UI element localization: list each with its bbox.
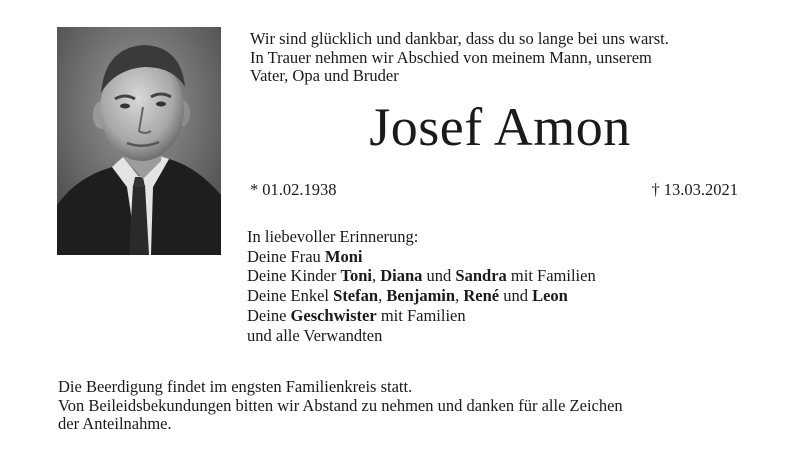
mourner-text: und alle Verwandten [247,325,383,345]
birth-date-row [250,180,337,200]
mourner-name: Toni [340,266,372,286]
mourner-name: Moni [324,246,363,266]
mourner-name: Leon [532,286,568,306]
death-date: 13.03.2021 [663,180,738,199]
intro-line: In Trauer nehmen wir Abschied von meinem Mann, unserem [250,47,652,67]
mourner-text: und [422,266,456,286]
mourner-name: Diana [380,266,423,286]
mourner-text: , [455,286,464,306]
mourner-text: , [371,266,381,286]
intro-text [250,30,750,86]
mourner-text: , [378,286,387,306]
intro-line: Vater, Opa und Bruder [250,66,399,85]
mourner-line [247,266,747,286]
mourner-text: mit Familien [506,266,596,286]
mourner-name: Benjamin [386,286,456,306]
mourner-text: Deine Enkel [247,286,334,306]
mourner-line [247,306,747,326]
mourner-name: René [463,286,500,306]
mourner-text: Deine Frau [247,246,325,266]
birth-date: 01.02.1938 [262,180,337,199]
mourners-heading: In liebevoller Erinnerung: [247,227,419,246]
death-cross-icon: † [651,180,660,199]
mourner-line [247,326,747,346]
portrait-image [57,27,221,255]
footer-line: Die Beerdigung findet im engsten Familienkreis statt. [58,377,413,396]
mourner-text: Deine [247,305,291,325]
mourner-lines [247,247,747,346]
mourner-name: Sandra [455,266,507,286]
birth-star-icon: * [250,180,259,199]
mourner-name: Stefan [333,286,379,306]
portrait-photo [57,27,221,255]
mourner-name: Geschwister [290,305,377,325]
death-date-row [652,180,739,200]
mourner-text: mit Familien [376,305,466,325]
intro-line: Wir sind glücklich und dankbar, dass du so lange bei uns warst. [250,29,669,48]
mourners-list [247,227,747,345]
mourner-text: Deine Kinder [247,266,341,286]
deceased-name: Josef Amon [369,97,631,157]
mourner-line [247,286,747,306]
mourner-text: und [499,286,533,306]
footer-line: der Anteilnahme. [58,414,172,433]
mourner-line [247,247,747,267]
footer-line: Von Beileidsbekundungen bitten wir Abstand zu nehmen und danken für alle Zeichen [58,395,623,415]
funeral-note [58,378,758,434]
